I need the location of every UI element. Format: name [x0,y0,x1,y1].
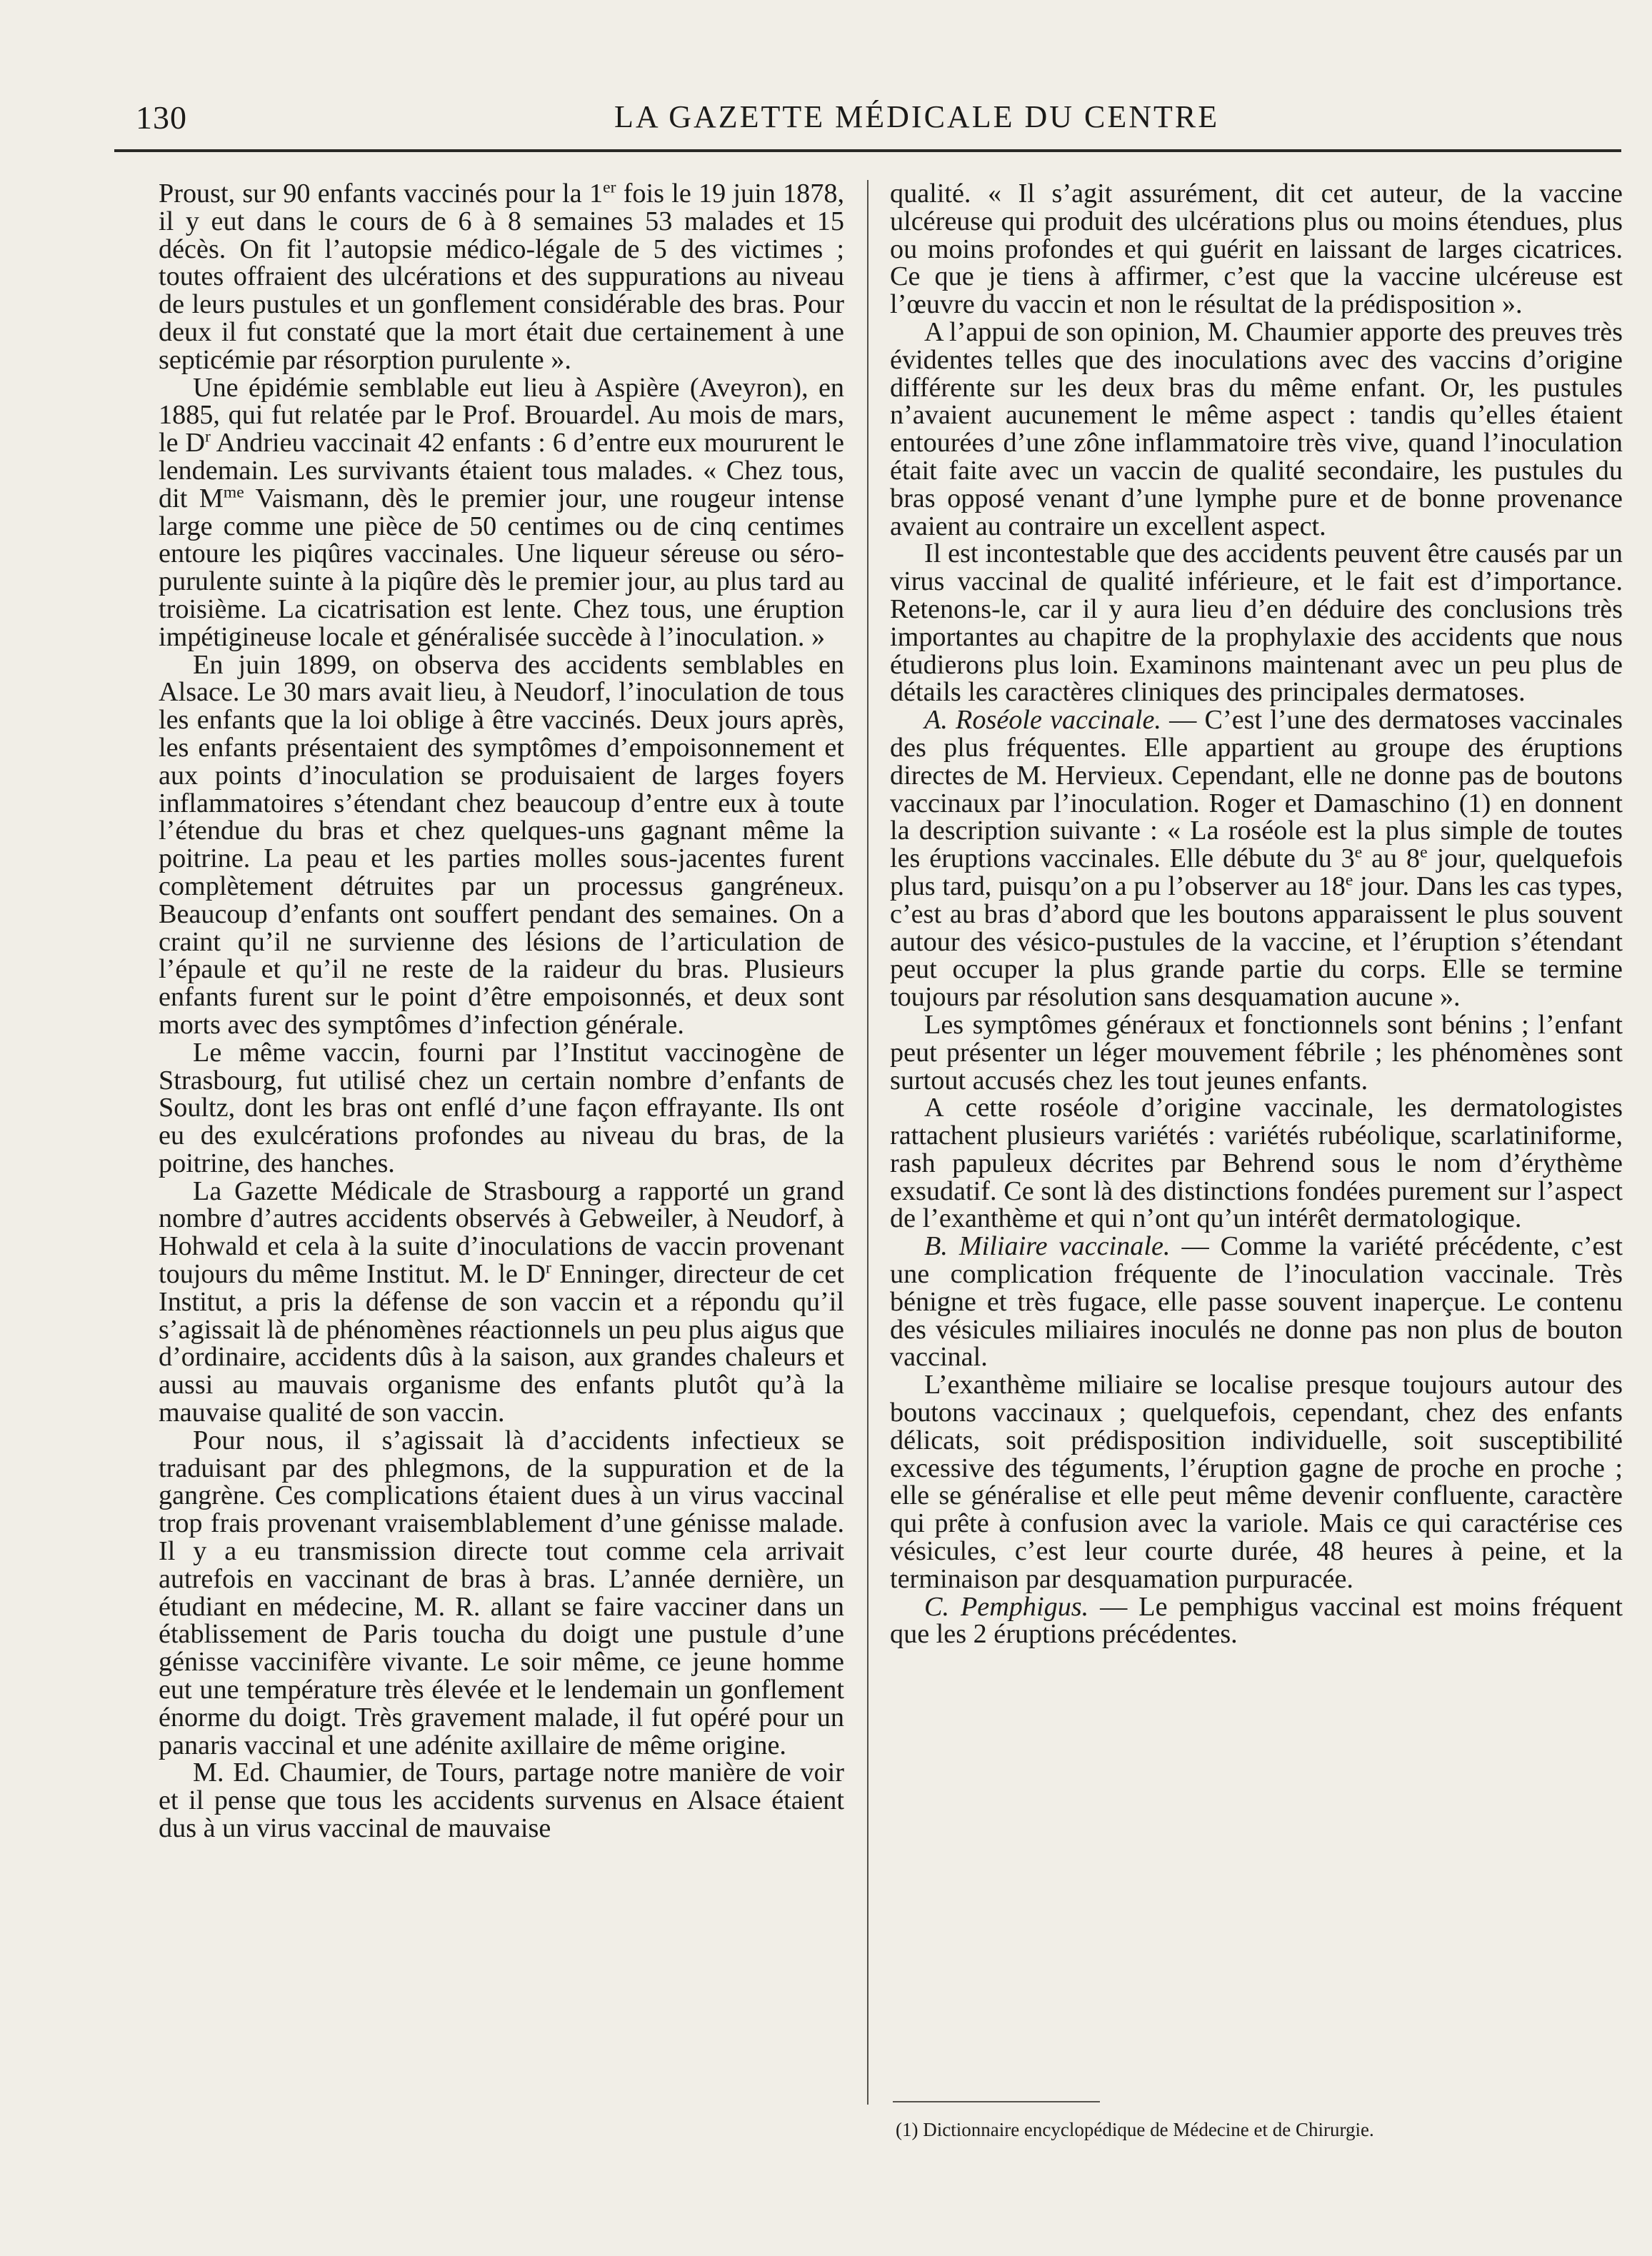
paragraph-aspiere: Une épidémie semblable eut lieu à Aspière (Aveyron), en 1885, qui fut relatée par le Prof. Brouardel. Au mois de mars, le $D^r$ Andrieu vaccinait 42 enfants : 6 d’entre eux moururent le lendemain. Les survivants étaient tous malades. « Chez tous, dit $M^{me}$ Vaismann, dès le premier jour, une rougeur intense large comme une pièce de 50 centimes ou de cinq centimes entoure les piqûres vaccinales. Une liqueur séreuse ou séro-purulente suinte à la piqûre dès le premier jour, au plus tard au troisième. La cicatrisation est lente. Chez tous, une éruption impétigineuse locale et généralisée succède à l’inoculation. » [159,372,845,652]
paragraph-alsace: En juin 1899, on observa des accidents semblables en Alsace. Le 30 mars avait lieu, à Neudorf, l’inoculation de tous les enfants que la loi oblige à être vaccinés. Deux jours après, les enfants présentaient des symptômes d’empoisonnement et aux points d’inoculation se produisaient de larges foyers inflammatoires s’étendant chez beaucoup d’entre eux à toute l’étendue du bras et chez quelques-uns gagnant même la poitrine. La peau et les parties molles sous-jacentes furent complètement détruites par un processus gangréneux. Beaucoup d’enfants ont souffert pendant des semaines. On a craint qu’il ne survienne des lésions de l’articulation de l’épaule et qu’il ne reste de la raideur du bras. Plusieurs enfants furent sur le point d’être empoisonnés, et deux sont morts avec des symptômes d’infection générale. [159,649,844,1040]
paragraph-pour-nous: Pour nous, il s’agissait là d’accidents infectieux se traduisant par des phlegmons, de la suppuration et de la gangrène. Ces complications étaient dues à un virus vaccinal trop frais provenant vraisemblablement d’une génisse malade. Il y a eu transmission directe tout comme cela arrivait autrefois en vaccinant de bras à bras. L’année dernière, un étudiant en médecine, M. R. allant se faire vacciner dans un établissement de Paris toucha du doigt une pustule d’une génisse vaccinifère vivante. Le soir même, ce jeune homme eut une température très élevée et le lendemain un gonflement énorme du doigt. Très gravement malade, il fut opéré pour un panaris vaccinal et une adénite axillaire de même origine. [159,1425,844,1760]
journal-title: LA GAZETTE MÉDICALE DU CENTRE [614,99,1220,134]
paragraph-pemphigus: C. Pemphigus. — Le pemphigus vaccinal est moins fréquent que les 2 éruptions précédentes. [890,1591,1623,1650]
paragraph-incontestable: Il est incontestable que des accidents peuvent être causés par un virus vaccinal de qualité inférieure, et le fait est d’importance. Retenons-le, car il y aura lieu d’en déduire des conclusions très importantes au chapitre de la prophylaxie des accidents que nous étudierons plus loin. Examinons maintenant avec un peu plus de détails les caractères cliniques des principales dermatoses. [890,538,1623,708]
paragraph-miliaire: B. Miliaire vaccinale. — Comme la variété précédente, c’est une complication fréquente de l’inoculation vaccinale. Très bénigne et très fugace, elle passe souvent inaperçue. Le contenu des vésicules miliaires inoculés ne donne pas non plus de bouton vaccinal. [890,1231,1623,1373]
paragraph-appui: A l’appui de son opinion, M. Chaumier apporte des preuves très évidentes telles que des inoculations avec des vaccins d’origine différente sur les deux bras du même enfant. Or, les pustules n’avaient aucunement le même aspect : tandis qu’elles étaient entourées d’une zône inflammatoire très vive, quand l’inoculation était faite avec un vaccin de qualité secondaire, les pustules du bras opposé venant d’une lymphe pure et de bonne provenance avaient au contraire un excellent aspect. [890,316,1623,541]
section-title-pemphigus: C. Pemphigus. [924,1591,1089,1622]
paragraph-qualite: qualité. « Il s’agit assurément, dit cet auteur, de la vaccine ulcéreuse qui produit des ulcérations plus ou moins étendues, plus ou moins profondes et qui guérit en laissant de larges cicatrices. Ce que je tiens à affirmer, c’est que la vaccine ulcéreuse est l’œuvre du vaccin et non le résultat de la prédisposition ». [890,179,1623,320]
paragraph-exantheme: L’exanthème miliaire se localise presque toujours autour des boutons vaccinaux ; quelquefois, cependant, chez des enfants délicats, soit prédisposition individuelle, soit susceptibilité excessive des téguments, l’éruption gagne de proche en proche ; elle se généralise et elle peut même devenir confluente, caractère qui prête à confusion avec la variole. Mais ce qui caractérise ces vésicules, c’est leur courte durée, 48 heures à peine, et la terminaison par desquamation purpuracée. [890,1370,1623,1594]
footnote-rule [893,2101,1100,2102]
footnote: (1) Dictionnaire encyclopédique de Médecine et de Chirurgie. [896,2119,1374,2140]
paragraph-roseole: A. Roséole vaccinale. — C’est l’une des dermatoses vaccinales des plus fréquentes. Elle appartient au groupe des éruptions directes de M. Hervieux. Cependant, elle ne donne pas de boutons vaccinaux par l’inoculation. Roger et Damaschino (1) en donnent la description suivante : « La roséole est la plus simple de toutes les éruptions vaccinales. Elle débute du 3e au 8e jour, quelquefois plus tard, puisqu’on a pu l’observer au 18e jour. Dans les cas types, c’est au bras d’abord que les boutons apparaissent le plus souvent autour des vésico-pustules de la vaccine, et l’éruption s’étendant peut occuper la plus grande partie du corps. Elle se termine toujours par résolution sans desquamation aucune ». [890,705,1623,1013]
column-divider [867,180,868,2105]
paragraph-gazette-strasbourg: La Gazette Médicale de Strasbourg a rapporté un grand nombre d’autres accidents observés à Gebweiler, à Neudorf, à Hohwald et cela à la suite d’inoculations de vaccin provenant toujours du même Institut. M. le $D^r$ Enninger, directeur de cet Institut, a pris la défense de son vaccin et a répondu qu’il s’agissait là de phénomènes réactionnels un peu plus aigus que d’ordinaire, accidents dûs à la saison, aux grandes chaleurs et aussi au mauvais organisme des enfants plutôt qu’à la mauvaise qualité de son vaccin. [159,1175,844,1428]
paragraph-varietes: A cette roséole d’origine vaccinale, les dermatologistes rattachent plusieurs variétés : variétés rubéolique, scarlatiniforme, rash papuleux décrites par Behrend sous le nom d’érythème exsudatif. Ce sont là des distinctions fondées purement sur l’aspect de l’exanthème et qui n’ont qu’un intérêt dermatologique. [890,1093,1623,1234]
right-column [890,180,1623,1648]
left-column [159,180,844,1843]
section-title-roseole: A. Roséole vaccinale. [924,705,1161,736]
running-head [136,99,1607,144]
paragraph-soultz: Le même vaccin, fourni par l’Institut vaccinogène de Strasbourg, fut utilisé chez un certain nombre d’enfants de Soultz, dont les bras ont enflé d’une façon effrayante. Ils ont eu des exulcérations profondes au niveau du bras, de la poitrine, des hanches. [159,1037,844,1178]
page-number: 130 [136,99,187,136]
header-rule [114,149,1621,152]
section-title-miliaire: B. Miliaire vaccinale. [924,1231,1171,1262]
paragraph-symptomes: Les symptômes généraux et fonctionnels sont bénins ; l’enfant peut présenter un léger mouvement fébrile ; les phénomènes sont surtout accusés chez les tout jeunes enfants. [890,1009,1623,1096]
paragraph-chaumier: M. Ed. Chaumier, de Tours, partage notre manière de voir et il pense que tous les accidents survenus en Alsace étaient dus à un virus vaccinal de mauvaise [159,1758,844,1844]
paragraph-proust: Proust, sur 90 enfants vaccinés pour la 1er fois le 19 juin 1878, il y eut dans le cours de 6 à 8 semaines 53 malades et 15 décès. On fit l’autopsie médico-légale de 5 des victimes ; toutes offraient des ulcérations et des suppurations au niveau de leurs pustules et un gonflement considérable des bras. Pour deux il fut constaté que la mort était due certainement à une septicémie par résorption purulente ». [159,178,844,375]
